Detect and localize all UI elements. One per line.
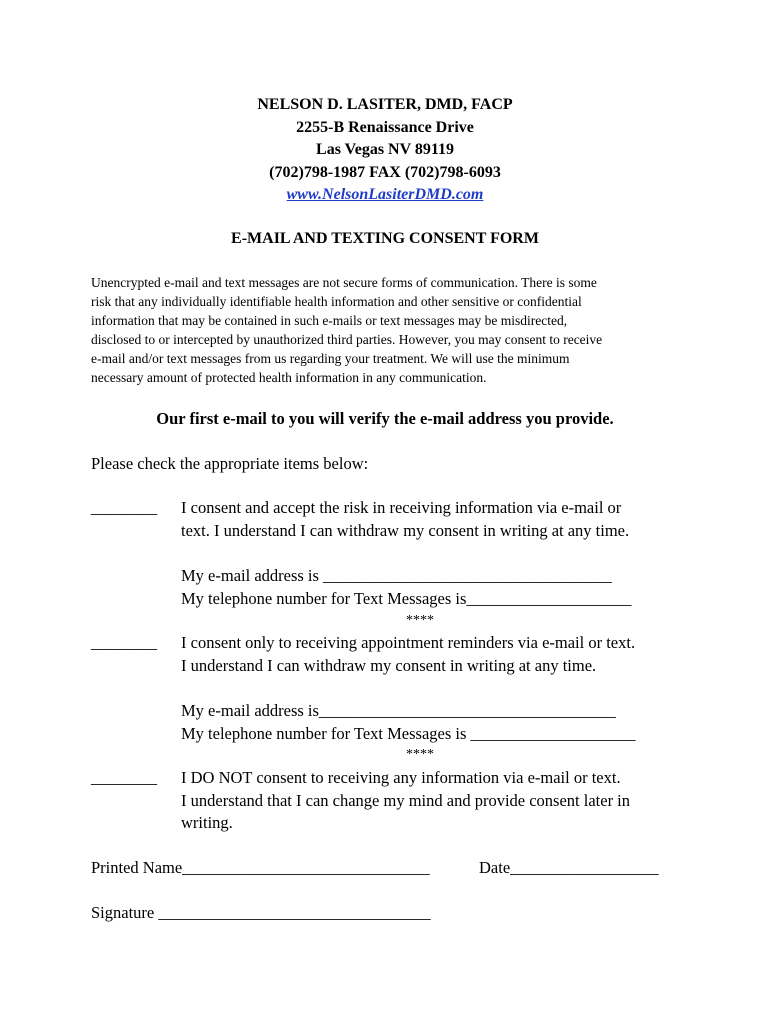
option-3-line: I DO NOT consent to receiving any information via e-mail or text.: [181, 768, 621, 787]
intro-line: Unencrypted e-mail and text messages are not secure forms of communication. There is some: [91, 275, 597, 290]
option-2-line: I consent only to receiving appointment reminders via e-mail or text.: [181, 633, 636, 652]
signature-field[interactable]: Signature _________________________________: [91, 903, 431, 922]
option-1-email-field[interactable]: My e-mail address is ___________________________________: [181, 566, 612, 585]
option-2-text: [181, 632, 691, 677]
intro-line: information that may be contained in such e-mails or text messages may be misdirected,: [91, 313, 568, 329]
option-1-line: text. I understand I can withdraw my consent in writing at any time.: [181, 520, 630, 540]
option-1-text: [181, 497, 691, 542]
practice-name: NELSON D. LASITER, DMD, FACP: [257, 96, 513, 113]
intro-line: disclosed to or intercepted by unauthorized third parties. However, you may consent to receive: [91, 332, 603, 348]
option-2-email-field[interactable]: My e-mail address is____________________________________: [181, 701, 616, 720]
option-2-check-blank[interactable]: ________: [91, 633, 157, 652]
instruction-text: Please check the appropriate items below:: [91, 454, 369, 473]
date-field[interactable]: Date__________________: [479, 858, 659, 877]
option-3-line: writing.: [181, 813, 233, 832]
option-1-line: I consent and accept the risk in receiving information via e-mail or: [181, 498, 622, 517]
practice-phone-fax: (702)798-1987 FAX (702)798-6093: [269, 163, 501, 181]
practice-header: [0, 94, 770, 207]
practice-website-link[interactable]: www.NelsonLasiterDMD.com: [286, 186, 484, 203]
option-1-check-blank[interactable]: ________: [91, 498, 157, 517]
option-2-line: I understand I can withdraw my consent in writing at any time.: [181, 655, 597, 675]
option-3-check-blank[interactable]: ________: [91, 768, 157, 787]
option-2-phone-field[interactable]: My telephone number for Text Messages is ____________________: [181, 724, 636, 743]
practice-street: 2255-B Renaissance Drive: [296, 118, 474, 136]
option-3-text: [181, 767, 691, 835]
separator-stars: ****: [406, 613, 434, 628]
practice-city: Las Vegas NV 89119: [316, 141, 454, 158]
form-title: E-MAIL AND TEXTING CONSENT FORM: [231, 230, 539, 247]
intro-line: risk that any individually identifiable health information and other sensitive or confidential: [91, 294, 582, 310]
verify-notice: Our first e-mail to you will verify the e-mail address you provide.: [156, 409, 614, 428]
option-1-phone-field[interactable]: My telephone number for Text Messages is____________________: [181, 589, 632, 608]
intro-line: necessary amount of protected health information in any communication.: [91, 370, 487, 386]
separator-stars: ****: [406, 747, 434, 762]
printed-name-field[interactable]: Printed Name______________________________: [91, 858, 430, 877]
intro-paragraph: [91, 273, 691, 388]
option-3-line: I understand that I can change my mind and provide consent later in: [181, 790, 631, 810]
intro-line: e-mail and/or text messages from us regarding your treatment. We will use the minimum: [91, 351, 570, 367]
